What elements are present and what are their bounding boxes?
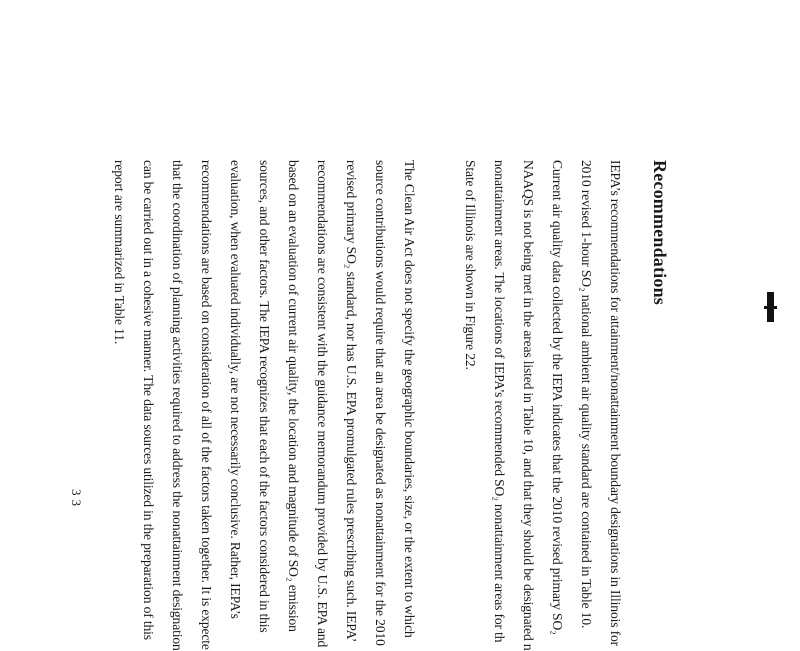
text-line: The Clean Air Act does not specify the geographic boundaries, size, or the extent to which bbox=[402, 160, 417, 638]
text-line: report are summarized in Table 11. bbox=[112, 160, 127, 345]
binding-mark bbox=[767, 292, 774, 322]
text-line: recommendations are consistent with the guidance memorandum provided by U.S. EPA and bbox=[315, 160, 330, 648]
paragraph-1 bbox=[456, 160, 630, 651]
page-number: 33 bbox=[69, 489, 84, 510]
text-line: nonattainment areas. The locations of IEPA’s recommended SO₂ nonattainment areas for th bbox=[492, 160, 507, 643]
text-line: NAAQS is not being met in the areas listed in Table 10, and that they should be designated n bbox=[521, 160, 536, 651]
text-line: that the coordination of planning activities required to address the nonattainment designation bbox=[170, 160, 185, 651]
text-line: IEPA’s recommendations for attainment/nonattainment boundary designations in Illinois for bbox=[608, 160, 623, 647]
text-line: revised primary SO₂ standard, nor has U.S. EPA promulgated rules prescribing such. IEPA’ bbox=[344, 160, 359, 643]
text-line: sources, and other factors. The IEPA recognizes that each of the factors considered in this bbox=[257, 160, 272, 633]
text-line: evaluation, when evaluated individually, are not necessarily conclusive. Rather, IEPA’s bbox=[228, 160, 243, 619]
text-line: Current air quality data collected by the IEPA indicates that the 2010 revised primary SO₂ bbox=[550, 160, 565, 635]
rotated-text-block bbox=[110, 160, 670, 651]
text-line: based on an evaluation of current air quality, the location and magnitude of SO₂ emission bbox=[286, 160, 301, 632]
paragraph-2 bbox=[105, 160, 424, 651]
text-line: State of Illinois are shown in Figure 22. bbox=[463, 160, 478, 370]
text-line: recommendations are based on consideration of all of the factors taken together. It is expecte bbox=[199, 160, 214, 650]
text-line: source contributions would require that an area be designated as nonattainment for the 2010 bbox=[373, 160, 388, 646]
text-line: 2010 revised 1-hour SO₂ national ambient air quality standard are contained in Table 10. bbox=[579, 160, 594, 629]
text-line: can be carried out in a cohesive manner. The data sources utilized in the preparation of this bbox=[141, 160, 156, 640]
section-heading: Recommendations bbox=[650, 160, 670, 305]
